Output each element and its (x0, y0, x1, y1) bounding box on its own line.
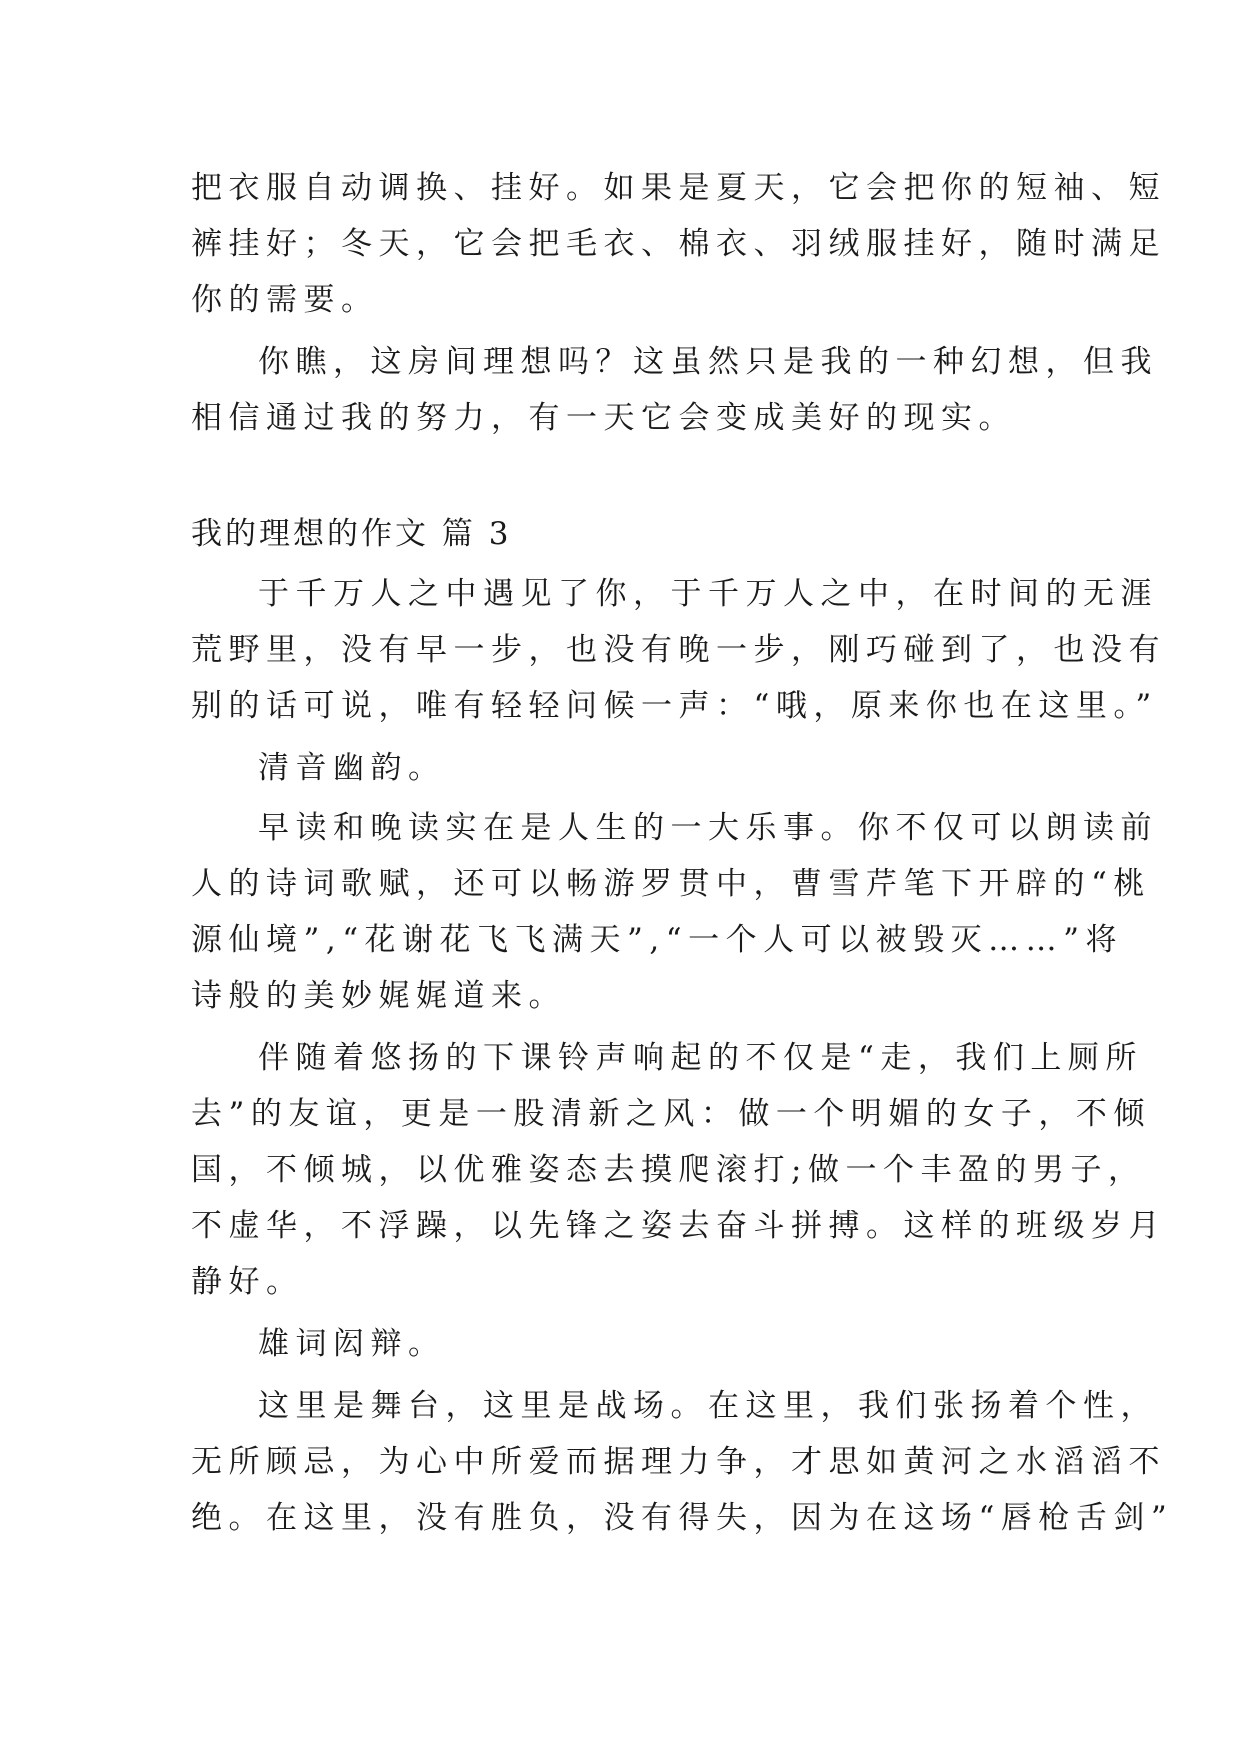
body-line: 绝。在这里，没有胜负，没有得失，因为在这场“唇枪舌剑” (191, 1500, 1174, 1536)
body-line: 无所顾忌，为心中所爱而据理力争，才思如黄河之水滔滔不 (191, 1444, 1166, 1480)
body-line: 人的诗词歌赋，还可以畅游罗贯中，曹雪芹笔下开辟的“桃 (191, 866, 1151, 902)
body-line: 雄词闳辩。 (258, 1326, 446, 1362)
section-title: 我的理想的作文 篇 3 (191, 516, 512, 552)
body-line: 把衣服自动调换、挂好。如果是夏天，它会把你的短袖、短 (191, 170, 1166, 206)
body-line: 你瞧，这房间理想吗？这虽然只是我的一种幻想，但我 (258, 344, 1158, 380)
body-line: 去”的友谊，更是一股清新之风：做一个明媚的女子，不倾 (191, 1096, 1151, 1132)
body-line: 相信通过我的努力，有一天它会变成美好的现实。 (191, 400, 1016, 436)
body-line: 你的需要。 (191, 282, 379, 318)
body-line: 诗般的美妙娓娓道来。 (191, 978, 566, 1014)
body-line: 伴随着悠扬的下课铃声响起的不仅是“走，我们上厕所 (258, 1040, 1143, 1076)
body-line: 清音幽韵。 (258, 750, 446, 786)
body-line: 别的话可说，唯有轻轻问候一声：“哦，原来你也在这里。” (191, 688, 1158, 724)
body-line: 国，不倾城，以优雅姿态去摸爬滚打;做一个丰盈的男子， (191, 1152, 1146, 1188)
body-line: 不虚华，不浮躁，以先锋之姿去奋斗拼搏。这样的班级岁月 (191, 1208, 1166, 1244)
body-line: 静好。 (191, 1264, 304, 1300)
body-line: 荒野里，没有早一步，也没有晚一步，刚巧碰到了，也没有 (191, 632, 1166, 668)
body-line: 裤挂好；冬天，它会把毛衣、棉衣、羽绒服挂好，随时满足 (191, 226, 1166, 262)
body-line: 这里是舞台，这里是战场。在这里，我们张扬着个性， (258, 1388, 1158, 1424)
body-line: 于千万人之中遇见了你，于千万人之中，在时间的无涯 (258, 576, 1158, 612)
body-line: 源仙境”,“花谢花飞飞满天”,“一个人可以被毁灭……”将 (191, 922, 1123, 958)
body-line: 早读和晚读实在是人生的一大乐事。你不仅可以朗读前 (258, 810, 1158, 846)
